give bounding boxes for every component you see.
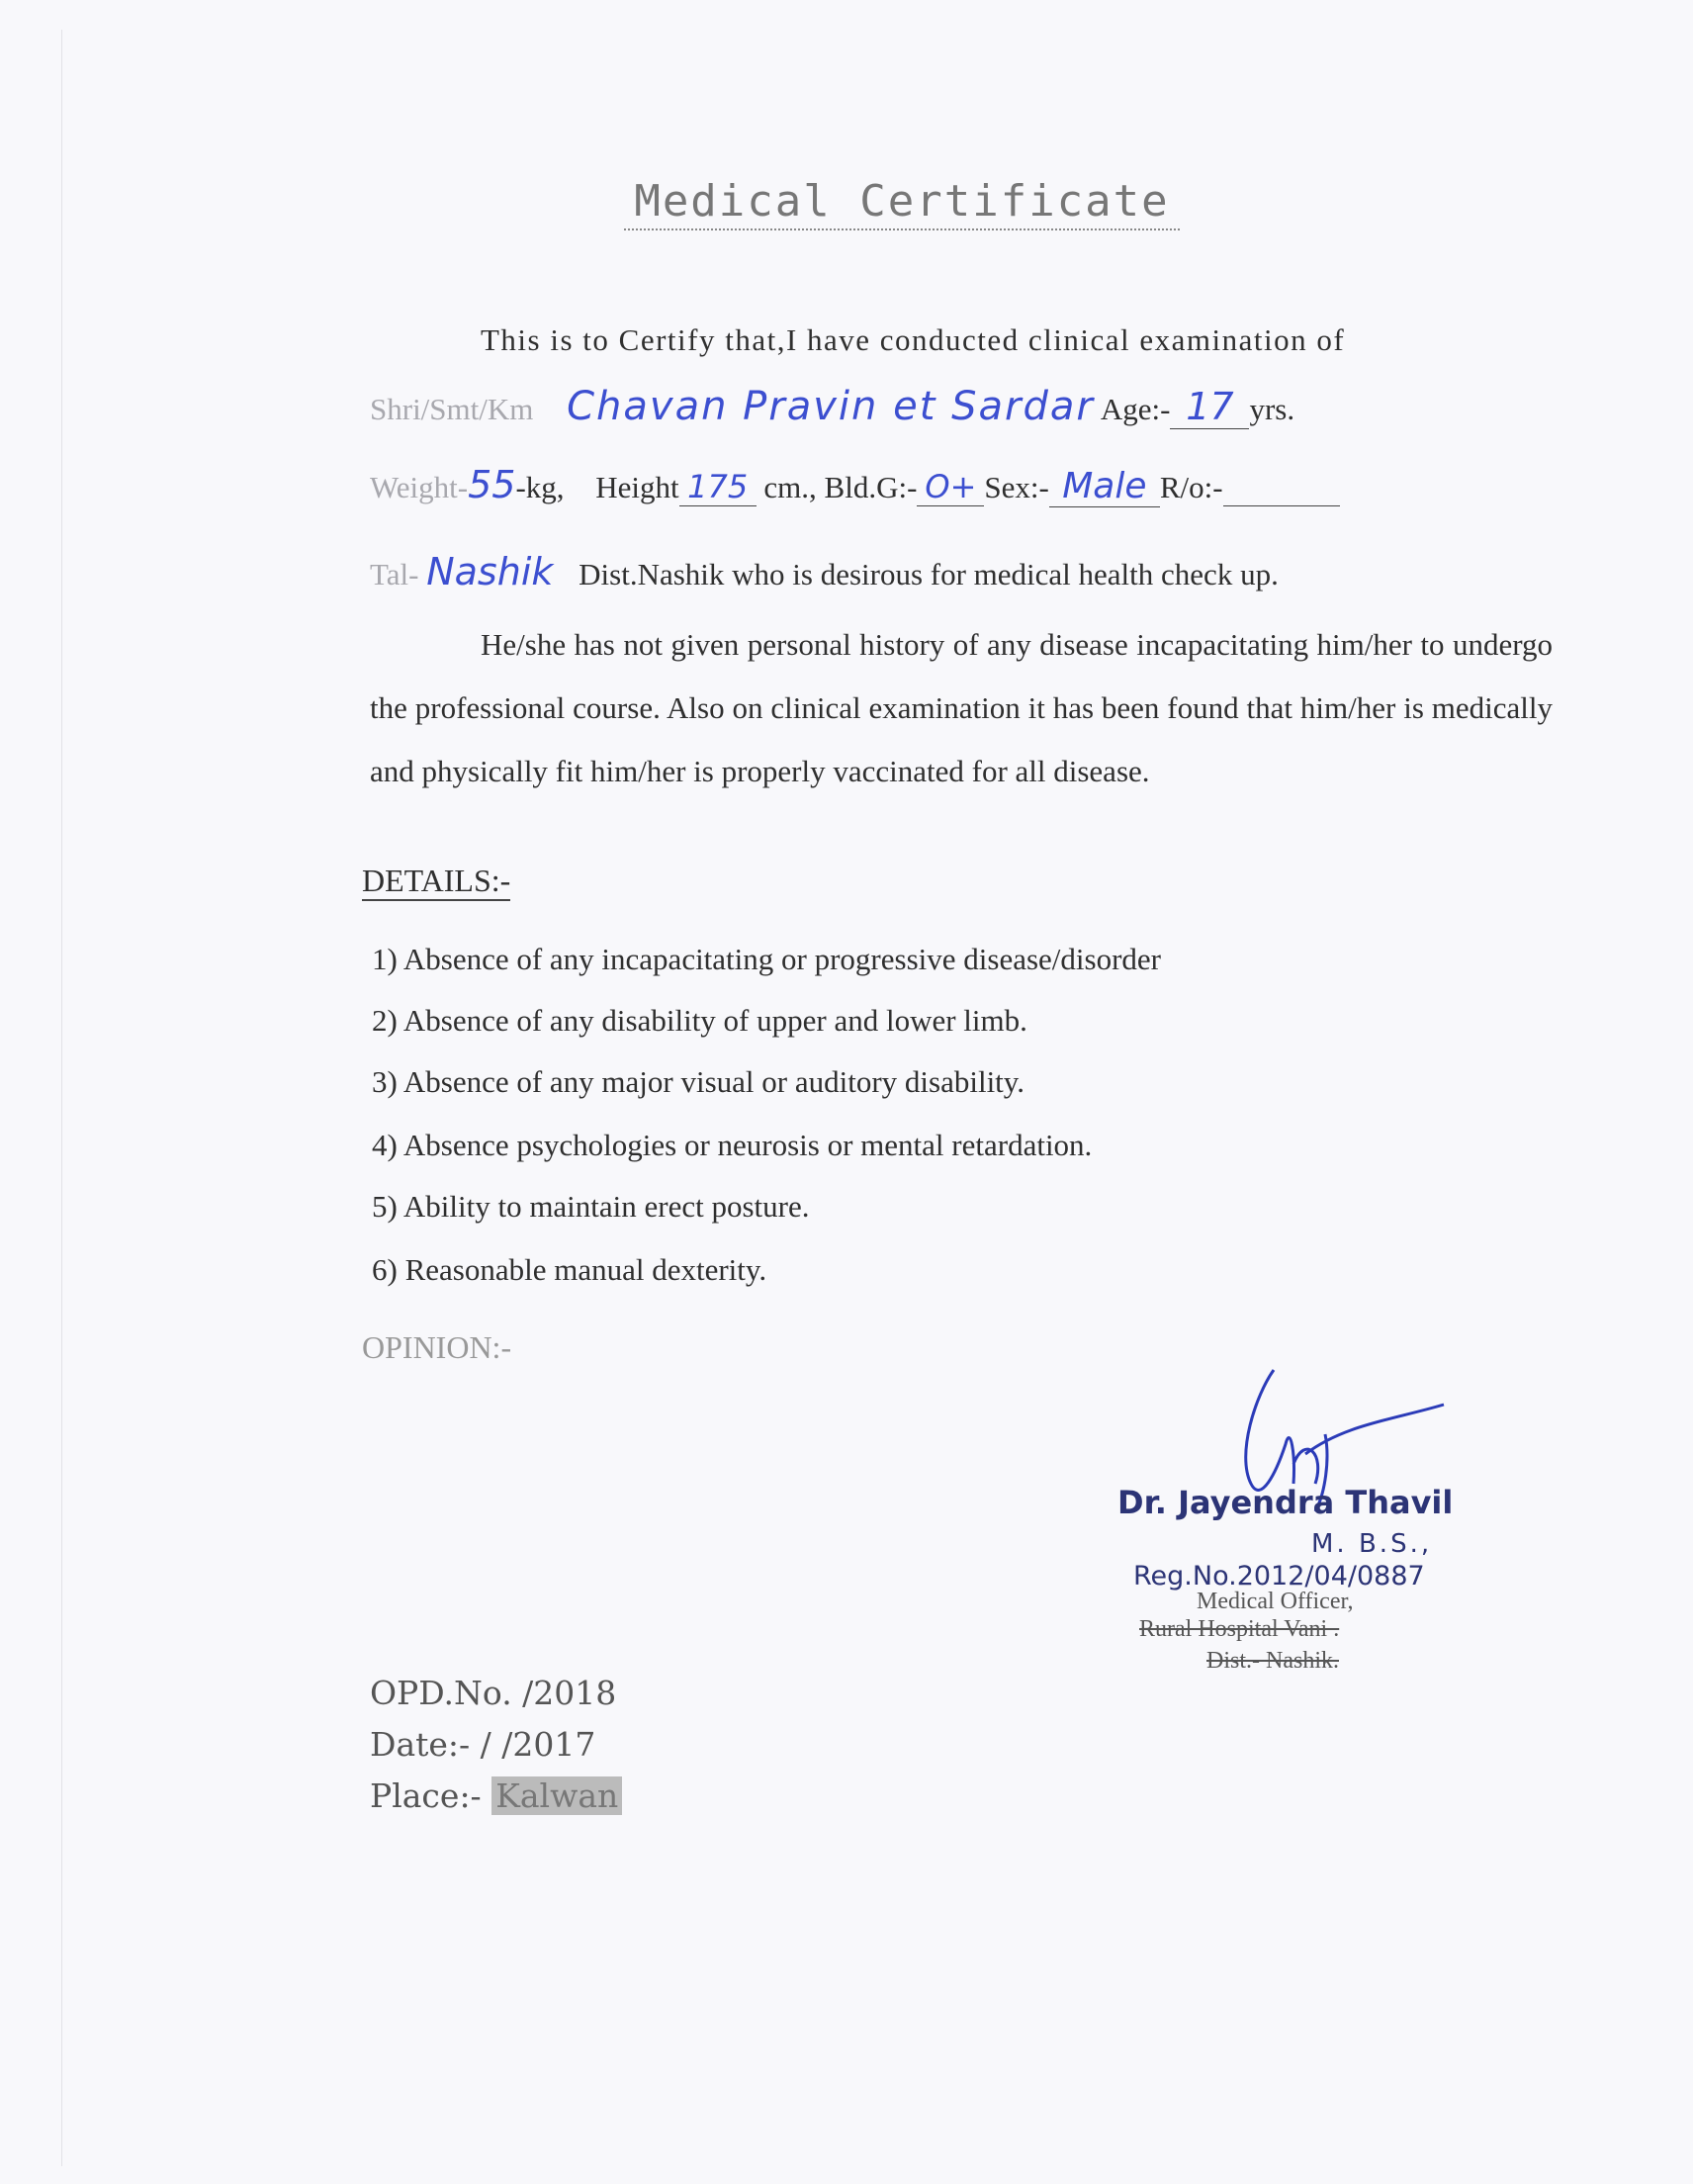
place-label: Place:- — [370, 1776, 482, 1815]
doctor-degree: M. B.S., — [1311, 1529, 1433, 1559]
intro-text: This is to Certify that,I have conducted clinical examination of — [481, 322, 1346, 357]
age-label: Age:- — [1100, 392, 1171, 426]
residence-label: R/o:- — [1159, 470, 1223, 504]
doctor-name: Dr. Jayendra Thavil — [1117, 1484, 1454, 1521]
footer-place — [370, 1776, 622, 1815]
sex-value: Male — [1062, 466, 1147, 506]
doctor-district: Dist.- Nashik. — [1206, 1648, 1339, 1674]
doctor-registration: Reg.No.2012/04/0887 — [1133, 1561, 1425, 1592]
tal-label: Tal- — [370, 557, 419, 592]
height-value: 175 — [687, 468, 749, 505]
detail-item: 4) Absence psychologies or neurosis or mental retardation. — [372, 1128, 1093, 1162]
detail-item: 3) Absence of any major visual or auditory disability. — [372, 1064, 1025, 1099]
detail-item: 2) Absence of any disability of upper and lower limb. — [372, 1003, 1027, 1038]
blood-group-value: O+ — [925, 468, 977, 505]
name-line — [370, 384, 1294, 429]
name-value: Chavan Pravin et Sardar — [567, 384, 1095, 429]
blood-group-label: Bld.G:- — [824, 470, 918, 504]
footer-date: Date:- / /2017 — [370, 1725, 596, 1764]
weight-unit: -kg, — [515, 470, 565, 504]
doctor-signature-block — [1117, 1365, 1513, 1691]
doctor-title: Medical Officer, — [1197, 1589, 1354, 1614]
weight-value: 55 — [468, 463, 516, 506]
age-unit: yrs. — [1249, 392, 1295, 426]
weight-label: Weight- — [370, 470, 469, 504]
detail-item: 5) Ability to maintain erect posture. — [372, 1189, 810, 1224]
height-unit: cm., — [763, 470, 817, 504]
height-label: Height — [595, 470, 679, 504]
place-value: Kalwan — [491, 1776, 622, 1815]
intro-line — [481, 322, 1559, 358]
name-prefix: Shri/Smt/Km — [370, 392, 534, 426]
opinion-label: OPINION:- — [362, 1329, 512, 1365]
detail-item: 6) Reasonable manual dexterity. — [372, 1252, 767, 1287]
details-heading: DETAILS:- — [362, 863, 510, 901]
district-text: Dist.Nashik who is desirous for medical health check up. — [579, 557, 1279, 592]
vitals-line — [370, 463, 1340, 507]
page-title: Medical Certificate — [0, 176, 1693, 227]
detail-item: 1) Absence of any incapacitating or progressive disease/disorder — [372, 942, 1161, 976]
body-paragraph: He/she has not given personal history of any disease incapacitating him/her to undergo the professional course. Also on clinical examination it has been found that him/her is medically and physically fit him/her is properly vaccinated for all disease. — [370, 627, 1553, 788]
tal-value: Nashik — [426, 550, 554, 593]
page-edge — [61, 30, 62, 2166]
doctor-hospital: Rural Hospital Vani . — [1139, 1616, 1340, 1642]
opd-number: OPD.No. /2018 — [370, 1674, 617, 1712]
sex-label: Sex:- — [984, 470, 1049, 504]
tal-line — [370, 550, 1279, 593]
age-value: 17 — [1186, 385, 1234, 428]
